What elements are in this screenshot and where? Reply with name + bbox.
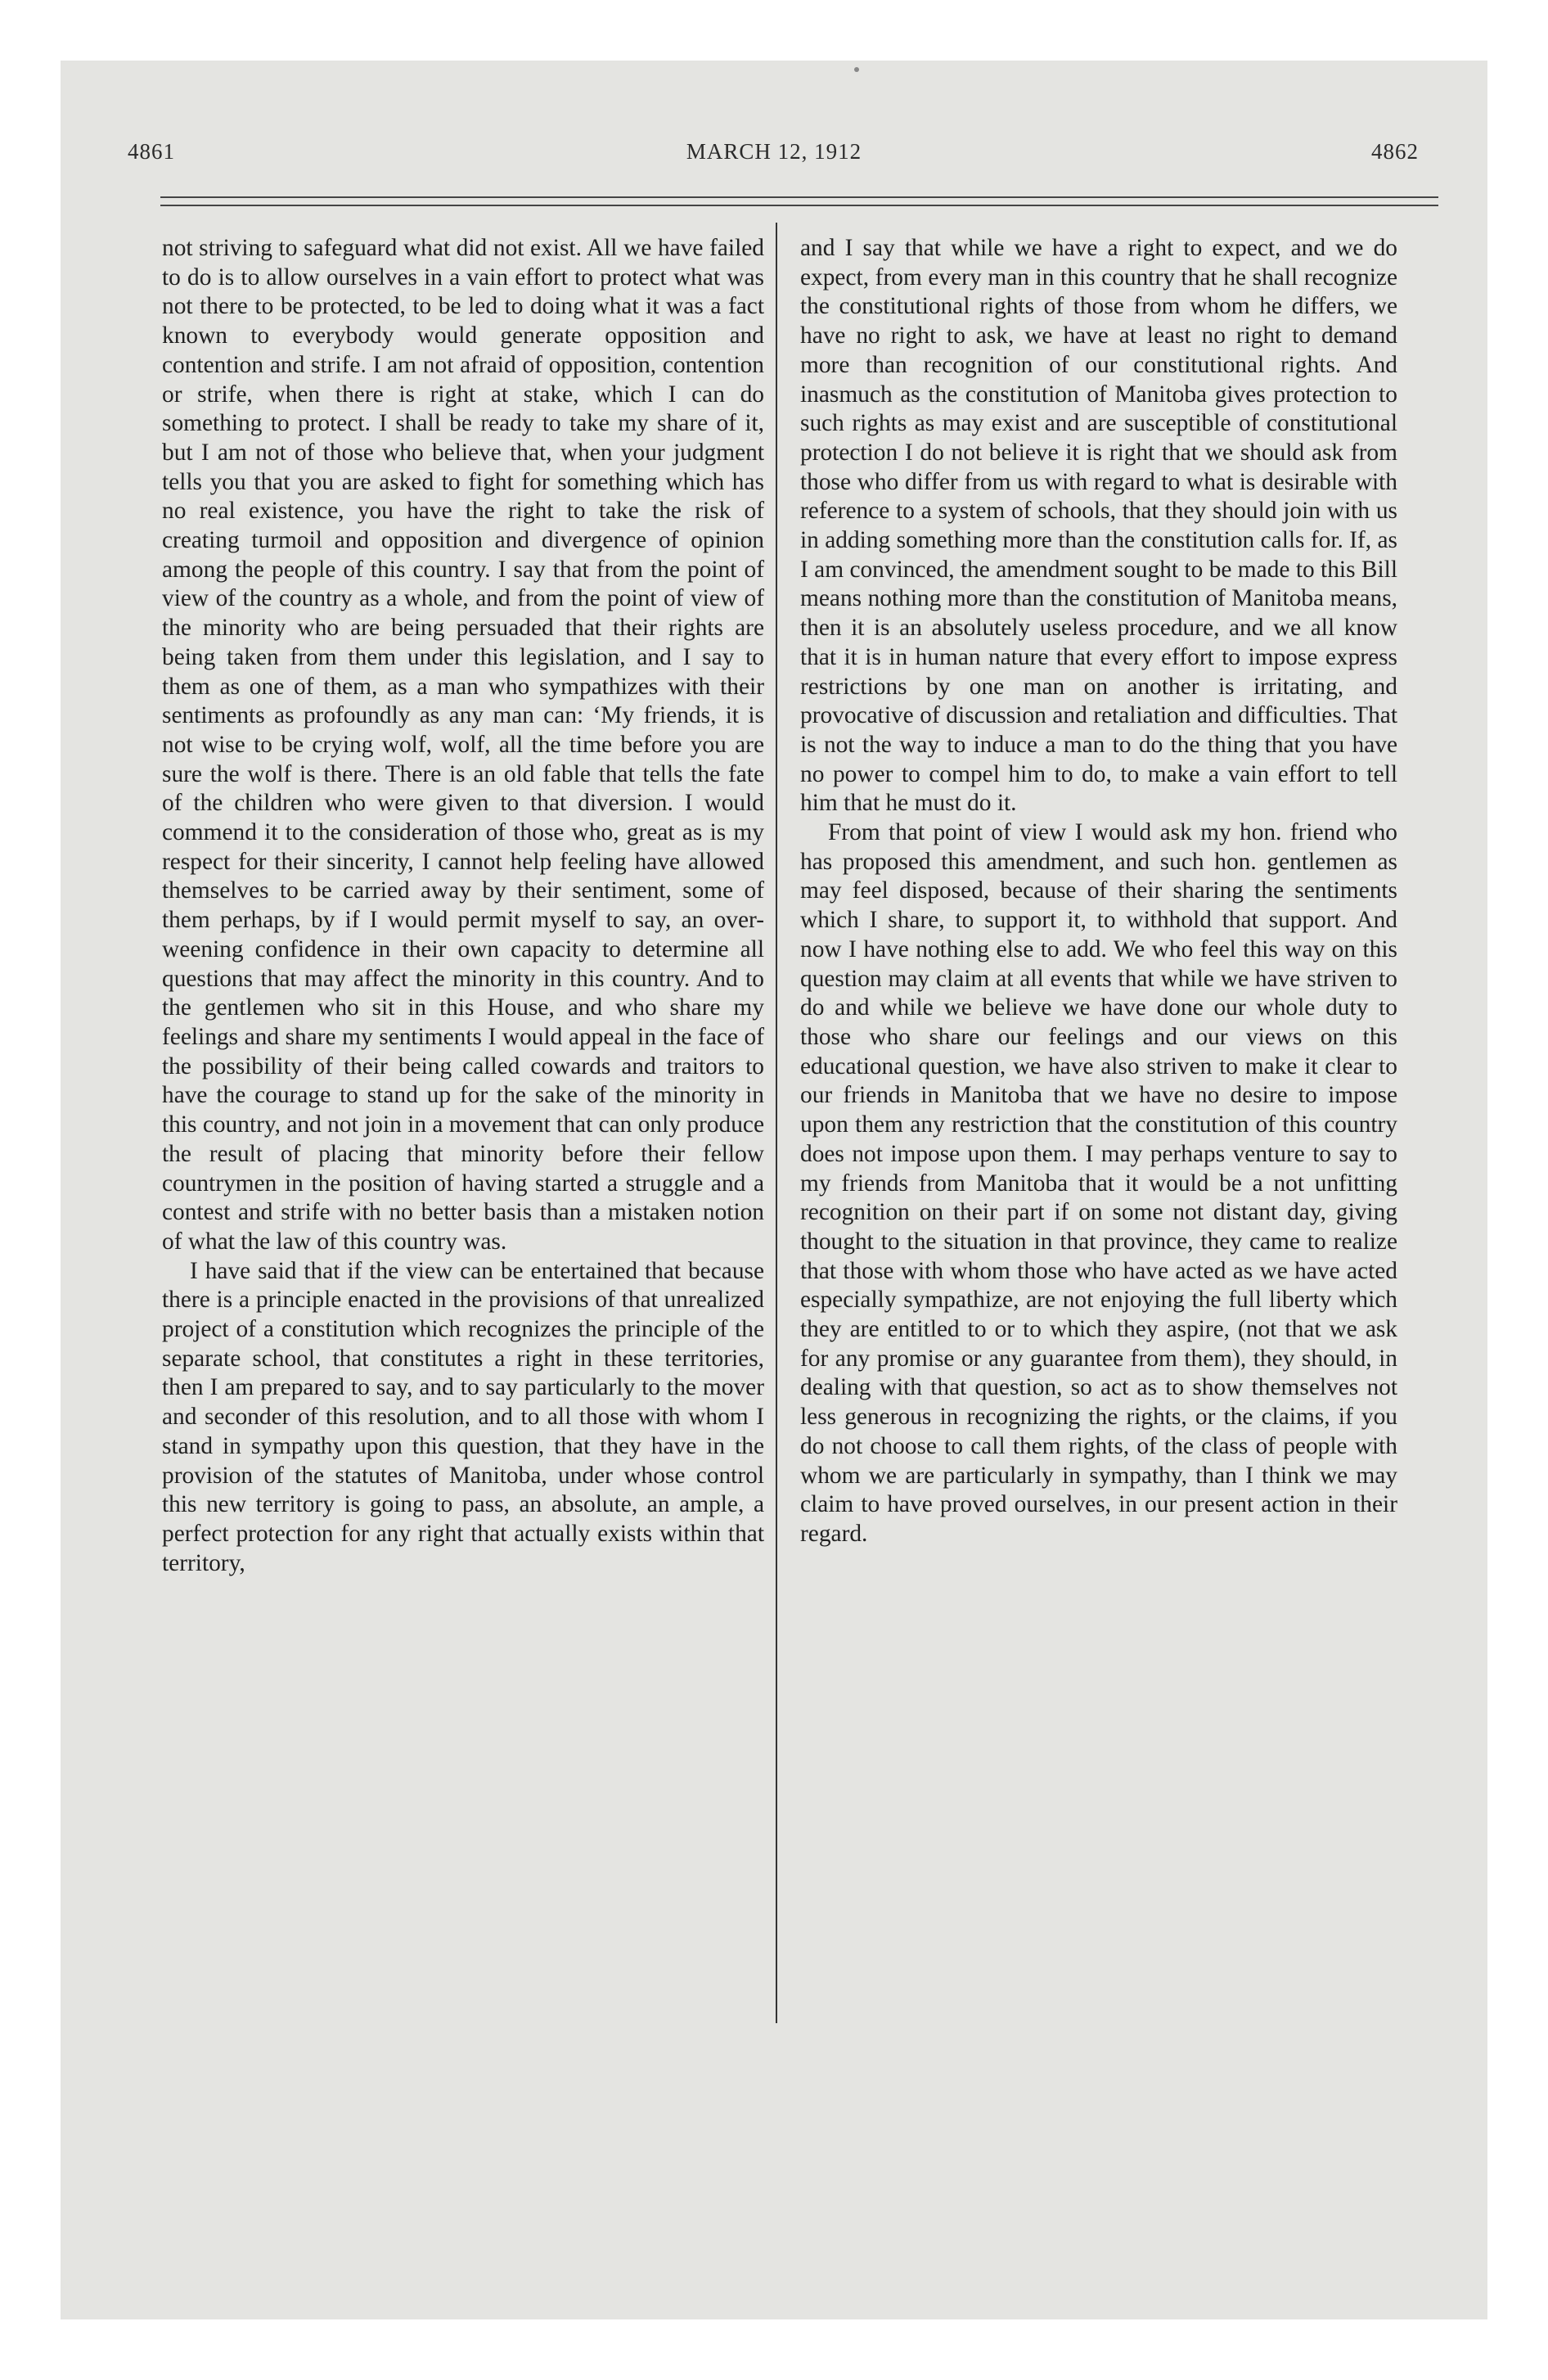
header-date: MARCH 12, 1912 [686, 139, 862, 164]
left-column [162, 234, 764, 1578]
scanned-page [61, 61, 1487, 2319]
header-rule-bottom [160, 205, 1438, 206]
left-page-number: 4861 [128, 139, 175, 164]
right-column [800, 234, 1397, 1549]
right-paragraph-1: and I say that while we have a right to expect, and we do expect, from every man in this country that he shall recognize the constitutional rights of those from whom he differs, we have no right to ask, we have at least no right to demand more than recognition of our constitutional rights. And inasmuch as the constitution of Manitoba gives protection to such rights as may exist and are susceptible of constitutional protection I do not believe it is right that we should ask from those who differ from us with regard to what is desirable with reference to a system of schools, that they should join with us in adding something more than the constitution calls for. If, as I am convinced, the amendment sought to be made to this Bill means nothing more than the constitution of Manitoba means, then it is an absolutely useless procedure, and we all know that it is in human nature that every effort to impose express restrictions by one man on another is irritating, and provocative of discussion and retaliation and difficulties. That is not the way to induce a man to do the thing that you have no power to compel him to do, to make a vain effort to tell him that he must do it. [800, 235, 1397, 817]
ink-speck [854, 67, 859, 72]
header-rule-top [160, 196, 1438, 198]
left-paragraph-2: I have said that if the view can be entertained that because there is a principle enacted in the provisions of that unrealized project of a constitution which recognizes the principle of the separate school, that constitutes a right in these territories, then I am prepared to say, and to say particularly to the mover and seconder of this resolution, and to all those with whom I stand in sympathy upon this question, that they have in the provision of the statutes of Manitoba, under whose control this new territory is going to pass, an absolute, an ample, a perfect protection for any right that actually exists within that territory, [162, 1257, 764, 1576]
page-header [61, 139, 1487, 172]
left-paragraph-1: not striving to safeguard what did not exist. All we have failed to do is to allow ourselves in a vain effort to protect what was not there to be protected, to be led to doing what it was a fact known to everybody would generate opposition and contention and strife. I am not afraid of opposition, contention or strife, when there is right at stake, which I can do something to protect. I shall be ready to take my share of it, but I am not of those who believe that, when your judgment tells you that you are asked to fight for something which has no real existence, you have the right to take the risk of creating turmoil and opposition and divergence of opinion among the people of this country. I say that from the point of view of the country as a whole, and from the point of view of the minority who are being persuaded that their rights are being taken from them under this legislation, and I say to them as one of them, as a man who sympathizes with their sentiments as profoundly as any man can: ‘My friends, it is not wise to be crying wolf, wolf, all the time before you are sure the wolf is there. There is an old fable that tells the fate of the children who were given to that diversion. I would commend it to the consideration of those who, great as is my respect for their sincerity, I cannot help feeling have allowed themselves to be carried away by their sentiment, some of them perhaps, by if I would permit myself to say, an over-weening confidence in their own capacity to determine all questions that may affect the minority in this country. And to the gentlemen who sit in this House, and who share my feelings and share my sentiments I would appeal in the face of the possibility of their being called cowards and traitors to have the courage to stand up for the sake of the minority in this country, and not join in a movement that can only produce the result of placing that minority before their fellow countrymen in the position of having started a struggle and a contest and strife with no better basis than a mistaken notion of what the law of this country was. [162, 235, 764, 1255]
right-page-number: 4862 [1371, 139, 1419, 164]
column-divider [776, 223, 777, 2023]
right-paragraph-2: From that point of view I would ask my hon. friend who has proposed this amendment, and such hon. gentlemen as may feel disposed, because of their sharing the sentiments which I share, to support it, to withhold that support. And now I have nothing else to add. We who feel this way on this question may claim at all events that while we have striven to do and while we believe we have done our whole duty to those who share our feelings and our views on this educational question, we have also striven to make it clear to our friends in Manitoba that we have no desire to impose upon them any restriction that the constitution of this country does not impose upon them. I may perhaps venture to say to my friends from Manitoba that it would be a not unfitting recognition on their part if on some not distant day, giving thought to the situation in that province, they came to realize that those with whom those who have acted as we have acted especially sympathize, are not enjoying the full liberty which they are entitled to or to which they aspire, (not that we ask for any promise or any guarantee from them), they should, in dealing with that question, so act as to show themselves not less generous in recognizing the rights, or the claims, if you do not choose to call them rights, of the class of people with whom we are particularly in sympathy, than I think we may claim to have proved ourselves, in our present action in their regard. [800, 819, 1397, 1547]
